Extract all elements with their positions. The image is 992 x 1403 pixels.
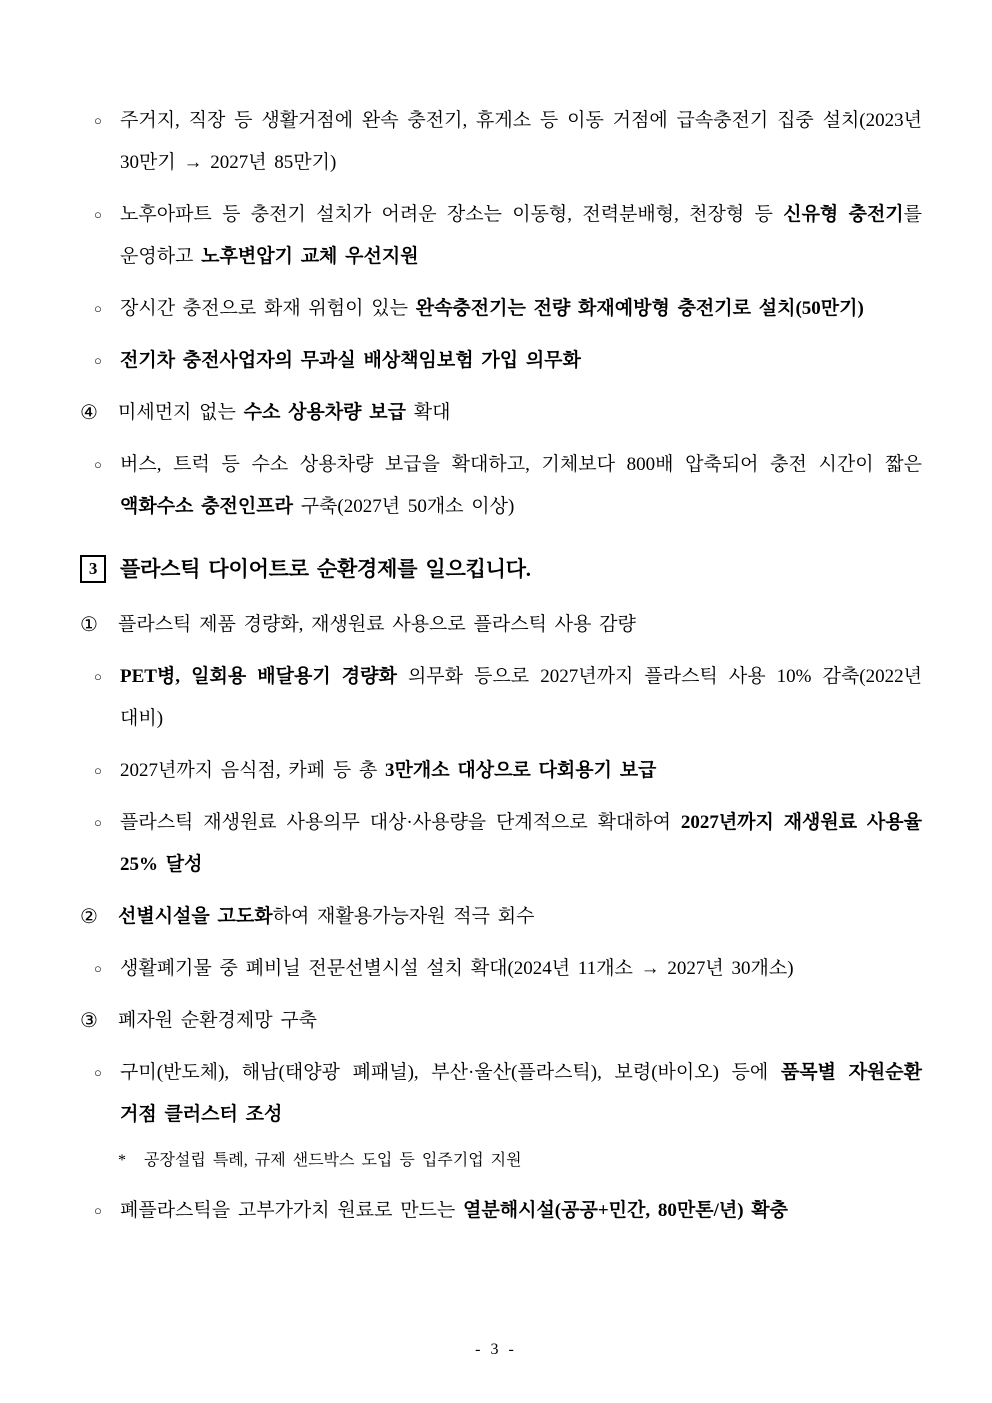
bullet-item: [80, 340, 922, 382]
circle-bullet-marker: ○: [94, 669, 102, 684]
circled-number-marker: ①: [80, 614, 98, 636]
circle-bullet-marker: ○: [94, 301, 102, 316]
bullet-item: [80, 288, 922, 330]
bullet-item: [80, 802, 922, 886]
circle-bullet-marker: ○: [94, 113, 102, 128]
paragraph-text: 플라스틱 다이어트로 순환경제를 일으킵니다.: [120, 557, 531, 581]
boxed-number-marker: 3: [80, 555, 106, 583]
asterisk-marker: *: [118, 1152, 126, 1169]
paragraph-text: 노후아파트 등 충전기 설치가 어려운 장소는 이동형, 전력분배형, 천장형 등 신유형 충전기를 운영하고 노후변압기 교체 우선지원: [120, 204, 923, 267]
section-heading: [80, 548, 922, 590]
bullet-item: [80, 750, 922, 792]
document-body: [80, 100, 922, 1232]
paragraph-text: 2027년까지 음식점, 카페 등 총 3만개소 대상으로 다회용기 보급: [120, 760, 657, 781]
bullet-item: [80, 1052, 922, 1136]
bullet-item: [80, 656, 922, 740]
circle-bullet-marker: ○: [94, 815, 102, 830]
circled-number-marker: ③: [80, 1010, 98, 1032]
bullet-item: [80, 194, 922, 278]
paragraph-text: PET병, 일회용 배달용기 경량화 의무화 등으로 2027년까지 플라스틱 사용 10% 감축(2022년 대비): [120, 666, 922, 729]
paragraph-text: 생활폐기물 중 폐비닐 전문선별시설 설치 확대(2024년 11개소 → 2027년 30개소): [120, 958, 794, 979]
circle-bullet-marker: ○: [94, 353, 102, 368]
bullet-item: [80, 1190, 922, 1232]
paragraph-text: 미세먼지 없는 수소 상용차량 보급 확대: [118, 402, 451, 423]
bullet-item: [80, 948, 922, 990]
paragraph-text: 폐자원 순환경제망 구축: [118, 1010, 318, 1031]
circle-bullet-marker: ○: [94, 457, 102, 472]
bullet-item: [80, 100, 922, 184]
circle-bullet-marker: ○: [94, 207, 102, 222]
bullet-item: [80, 444, 922, 528]
circled-number-marker: ④: [80, 402, 98, 424]
circled-number-marker: ②: [80, 906, 98, 928]
numbered-item: [80, 604, 922, 646]
page-number: - 3 -: [475, 1341, 517, 1358]
paragraph-text: 플라스틱 제품 경량화, 재생원료 사용으로 플라스틱 사용 감량: [118, 614, 636, 635]
paragraph-text: 장시간 충전으로 화재 위험이 있는 완속충전기는 전량 화재예방형 충전기로 설치(50만기): [120, 298, 864, 319]
paragraph-text: 전기차 충전사업자의 무과실 배상책임보험 가입 의무화: [120, 350, 581, 371]
paragraph-text: 주거지, 직장 등 생활거점에 완속 충전기, 휴게소 등 이동 거점에 급속충전기 집중 설치(2023년 30만기 → 2027년 85만기): [120, 110, 922, 173]
numbered-item: [80, 1000, 922, 1042]
footnote: [80, 1144, 922, 1178]
paragraph-text: 플라스틱 재생원료 사용의무 대상·사용량을 단계적으로 확대하여 2027년까지 재생원료 사용율 25% 달성: [120, 812, 922, 875]
circle-bullet-marker: ○: [94, 1065, 102, 1080]
numbered-item: [80, 392, 922, 434]
paragraph-text: 구미(반도체), 해남(태양광 폐패널), 부산·울산(플라스틱), 보령(바이오) 등에 품목별 자원순환 거점 클러스터 조성: [120, 1062, 922, 1125]
paragraph-text: 공장설립 특례, 규제 샌드박스 도입 등 입주기업 지원: [144, 1152, 522, 1169]
content-blocks: [80, 100, 922, 1232]
paragraph-text: 폐플라스틱을 고부가가치 원료로 만드는 열분해시설(공공+민간, 80만톤/년) 확충: [120, 1200, 788, 1221]
paragraph-text: 선별시설을 고도화하여 재활용가능자원 적극 회수: [118, 906, 535, 927]
paragraph-text: 버스, 트럭 등 수소 상용차량 보급을 확대하고, 기체보다 800배 압축되어 충전 시간이 짧은 액화수소 충전인프라 구축(2027년 50개소 이상): [120, 454, 922, 517]
numbered-item: [80, 896, 922, 938]
circle-bullet-marker: ○: [94, 763, 102, 778]
circle-bullet-marker: ○: [94, 961, 102, 976]
circle-bullet-marker: ○: [94, 1203, 102, 1218]
